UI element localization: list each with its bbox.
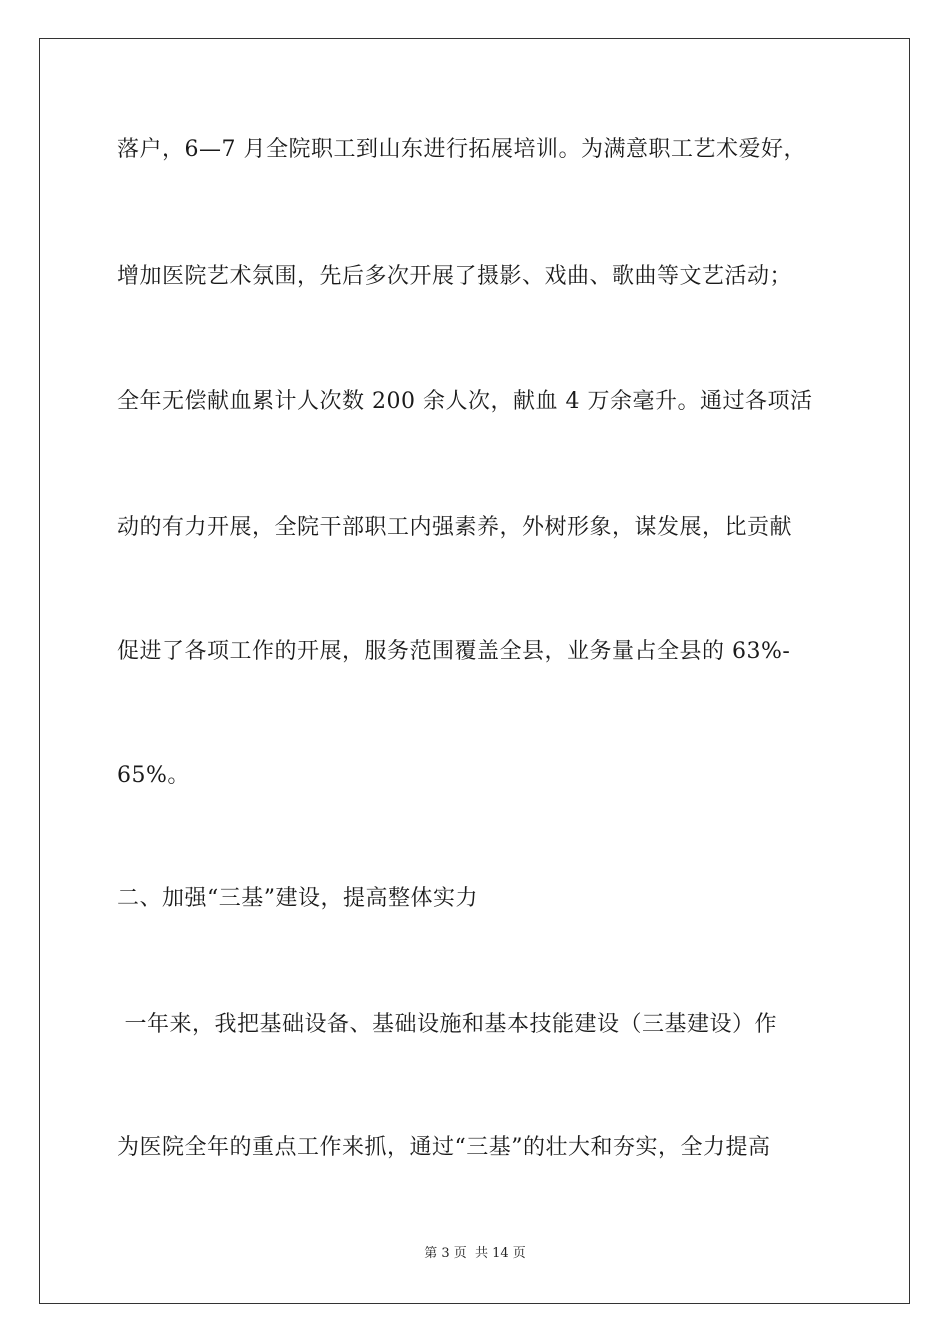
page-footer [0, 1245, 950, 1263]
body-line-4: 动的有力开展，全院干部职工内强素养，外树形象，谋发展，比贡献 [117, 515, 793, 540]
section-heading: 二、加强“三基”建设，提高整体实力 [117, 886, 478, 911]
body-line-8: 一年来，我把基础设备、基础设施和基本技能建设（三基建设）作 [117, 1012, 777, 1037]
body-line-2: 增加医院艺术氛围，先后多次开展了摄影、戏曲、歌曲等文艺活动； [117, 264, 793, 289]
page-border [39, 38, 910, 1304]
page-total: 共 14 页 [474, 1246, 526, 1261]
page-number: 第 3 页 [424, 1246, 467, 1261]
body-line-3: 全年无偿献血累计人次数 200 余人次，献血 4 万余毫升。通过各项活 [117, 389, 813, 414]
body-line-1: 落户，6—7 月全院职工到山东进行拓展培训。为满意职工艺术爱好， [117, 137, 806, 162]
body-line-6: 65%。 [117, 763, 190, 788]
body-line-5: 促进了各项工作的开展，服务范围覆盖全县，业务量占全县的 63%- [117, 639, 791, 664]
body-line-9: 为医院全年的重点工作来抓，通过“三基”的壮大和夯实，全力提高 [117, 1135, 771, 1160]
